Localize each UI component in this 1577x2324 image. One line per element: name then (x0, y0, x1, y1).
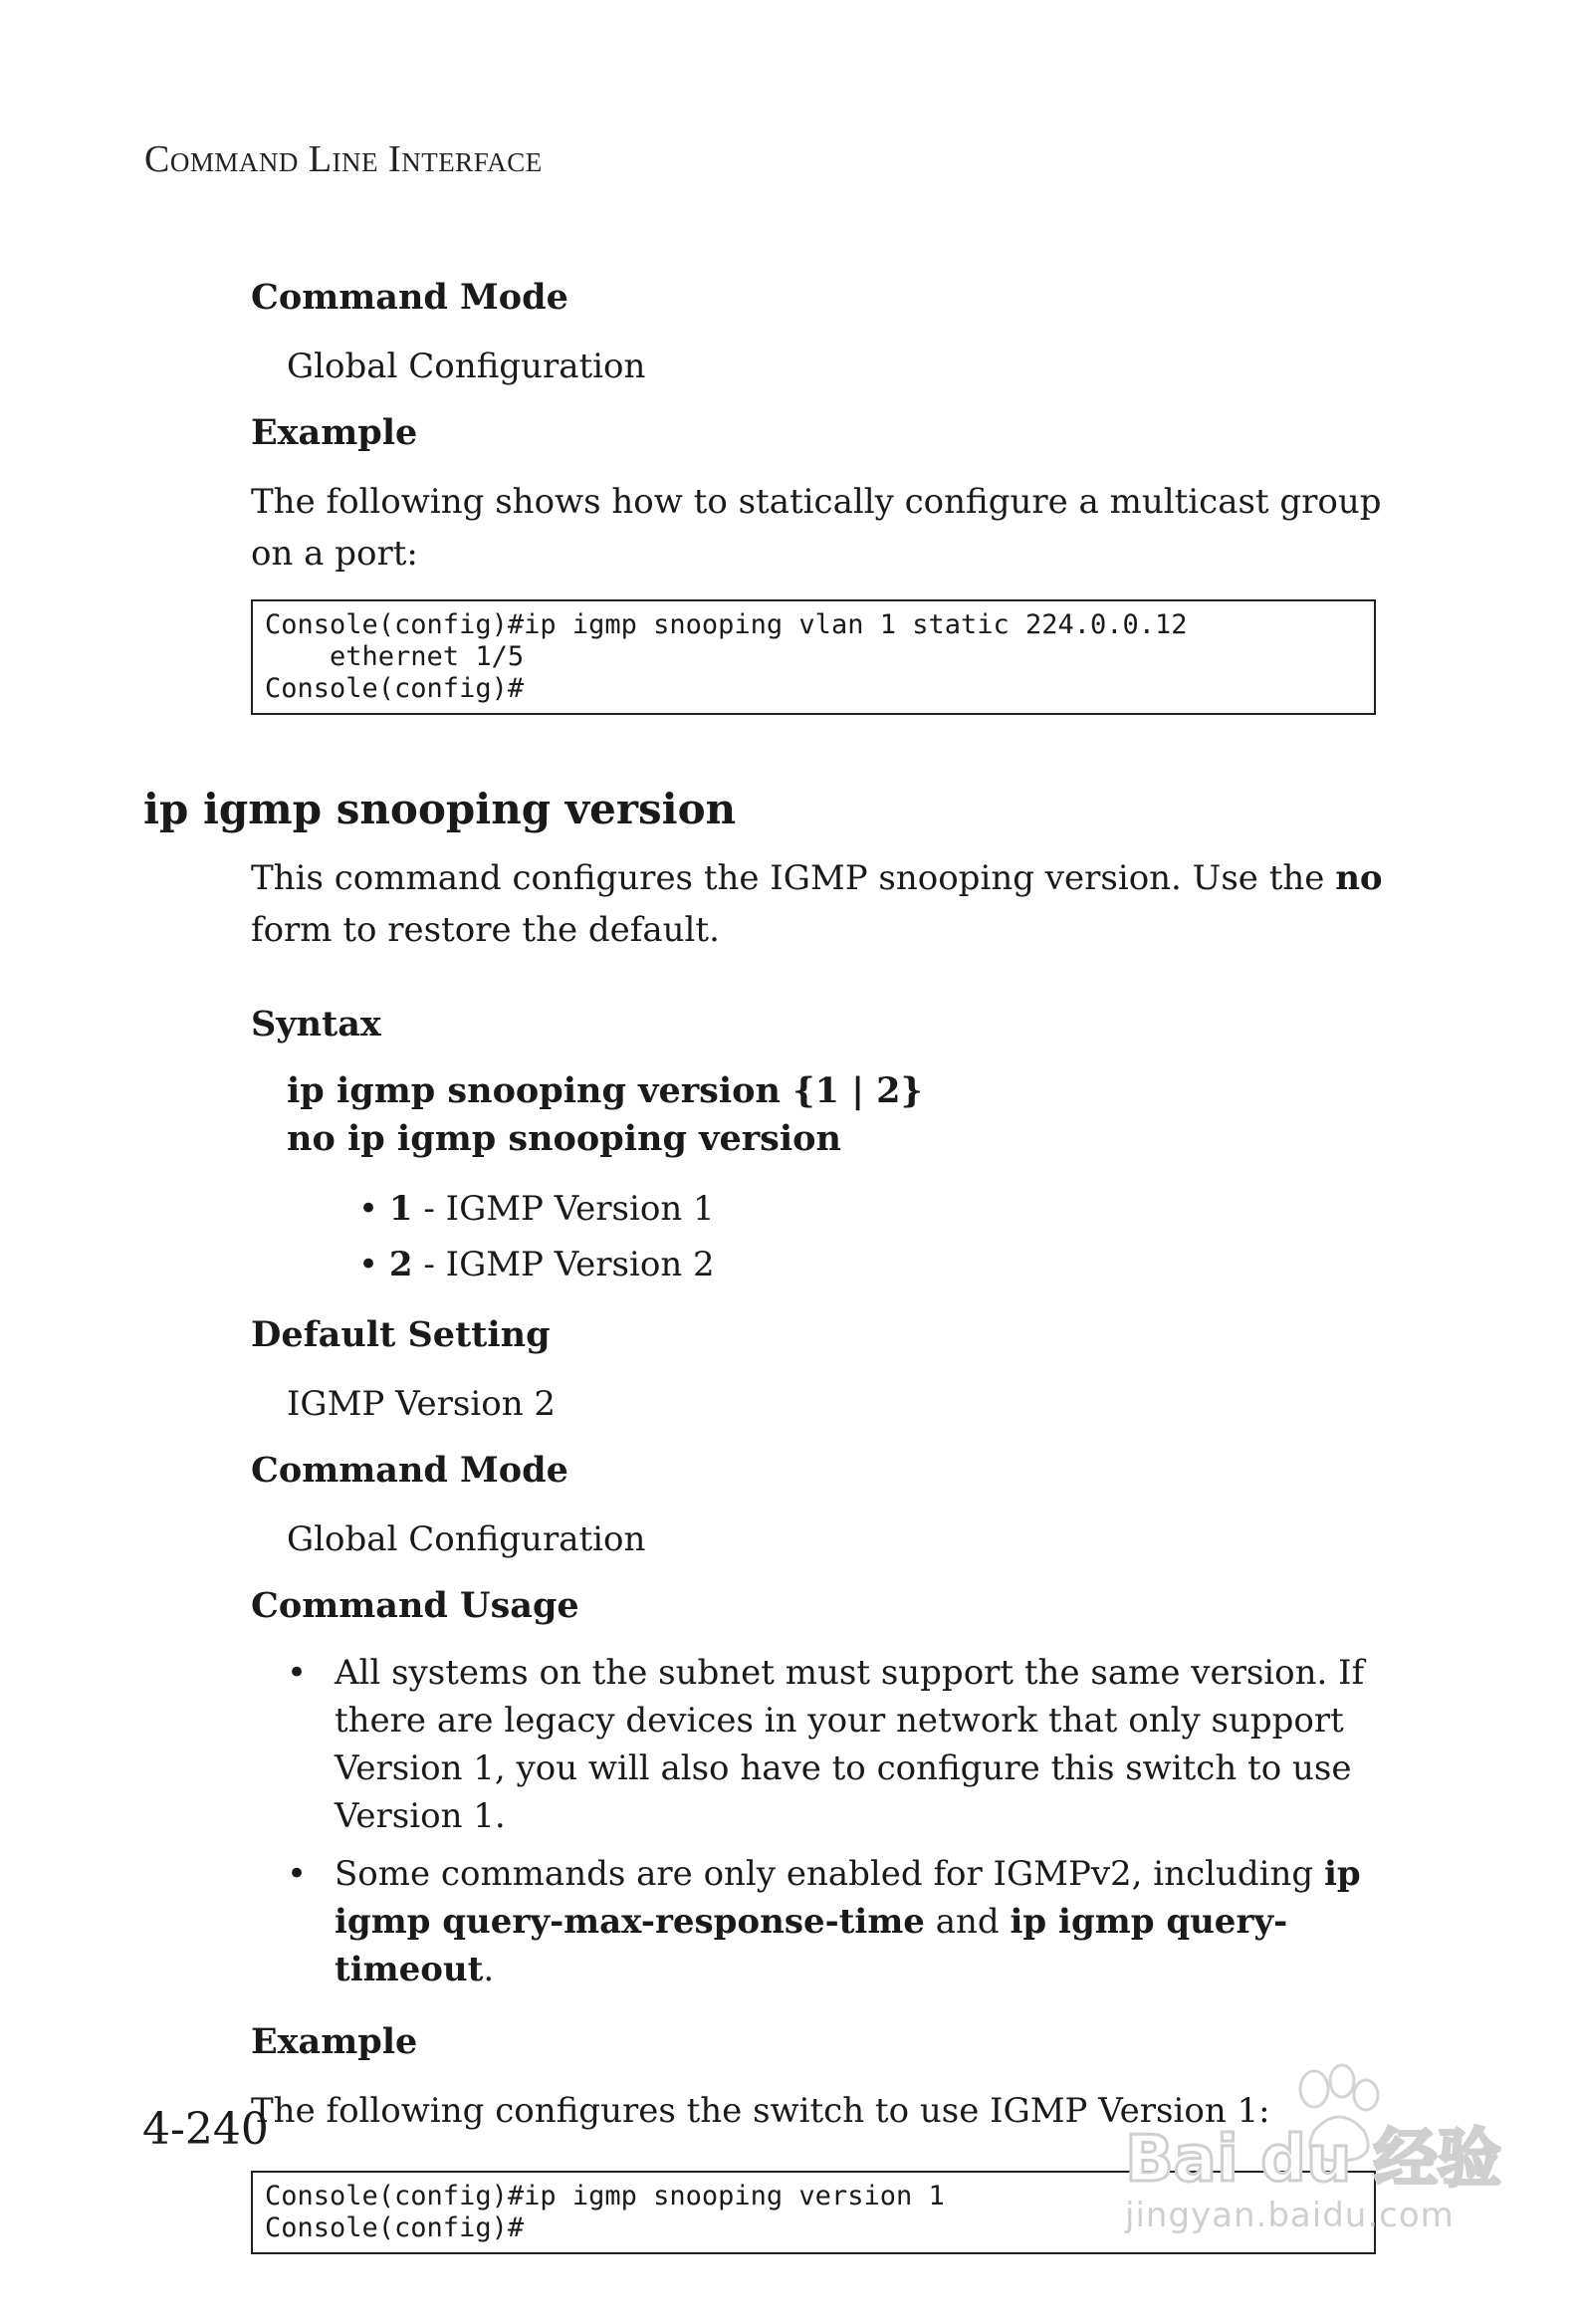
example-heading: Example (251, 2021, 418, 2063)
watermark-url: jingyan.baidu.com (1125, 2196, 1455, 2235)
example-text: The following configures the switch to use IGMP Version 1: (251, 2091, 1270, 2132)
code-block: Console(config)#ip igmp snooping version 1 Console(config)# (251, 2171, 1376, 2254)
usage-command: ip igmp query-timeout (335, 1902, 1288, 1990)
command-description (251, 852, 1406, 956)
command-mode-heading: Command Mode (251, 1450, 568, 1492)
page-number: 4-240 (142, 2104, 269, 2155)
description-keyword: no (1335, 858, 1383, 899)
syntax-block (287, 1067, 1406, 1163)
option-text: - IGMP Version 1 (412, 1189, 715, 1230)
syntax-line: ip igmp snooping version {1 | 2} (287, 1070, 923, 1112)
command-mode-value: Global Configuration (287, 347, 646, 386)
syntax-line: no ip igmp snooping version (287, 1118, 841, 1160)
default-value: IGMP Version 2 (287, 1384, 557, 1425)
usage-text: . (483, 1950, 495, 1990)
example-heading: Example (251, 412, 418, 453)
code-block: Console(config)#ip igmp snooping vlan 1 static 224.0.0.12 ethernet 1/5 Console(config)# (251, 599, 1376, 715)
usage-list (251, 1649, 1406, 1993)
list-item: • 1 - IGMP Version 1 (358, 1189, 715, 1230)
example-text: The following shows how to statically configure a multicast group on a port: (251, 482, 1382, 574)
default-heading: Default Setting (251, 1314, 551, 1356)
description-text: This command configures the IGMP snooping version. Use the (251, 858, 1336, 899)
options-list (251, 1181, 1406, 1292)
command-mode-value: Global Configuration (287, 1519, 646, 1560)
list-item: • Some commands are only enabled for IGMPv2, including ip igmp query-max-response-time and ip igmp query-timeout. (287, 1854, 1361, 1990)
syntax-heading: Syntax (251, 1004, 381, 1046)
option-key: 1 (388, 1189, 413, 1230)
list-item: • 2 - IGMP Version 2 (358, 1245, 715, 1285)
list-item: • All systems on the subnet must support the same version. If there are legacy devices in your network that only support Version 1, you will also have to configure this switch to use Version 1. (287, 1653, 1365, 1837)
usage-text: and (924, 1902, 1011, 1943)
usage-command: ip igmp query-max-response-time (335, 1854, 1361, 1943)
usage-text: All systems on the subnet must support the same version. If there are legacy devices in your network that only support Version 1, you will also have to configure this switch to use Version 1. (335, 1653, 1365, 1837)
watermark-brand: Bai du 经验 (1125, 2123, 1501, 2197)
usage-heading: Command Usage (251, 1585, 579, 1627)
command-mode-heading: Command Mode (251, 277, 568, 318)
description-text: form to restore the default. (251, 910, 720, 951)
usage-text: Some commands are only enabled for IGMPv2, including (335, 1854, 1324, 1895)
option-text: - IGMP Version 2 (412, 1245, 715, 1285)
running-head: Command Line Interface (144, 138, 543, 180)
option-key: 2 (388, 1245, 413, 1285)
command-title: ip igmp snooping version (143, 785, 737, 833)
